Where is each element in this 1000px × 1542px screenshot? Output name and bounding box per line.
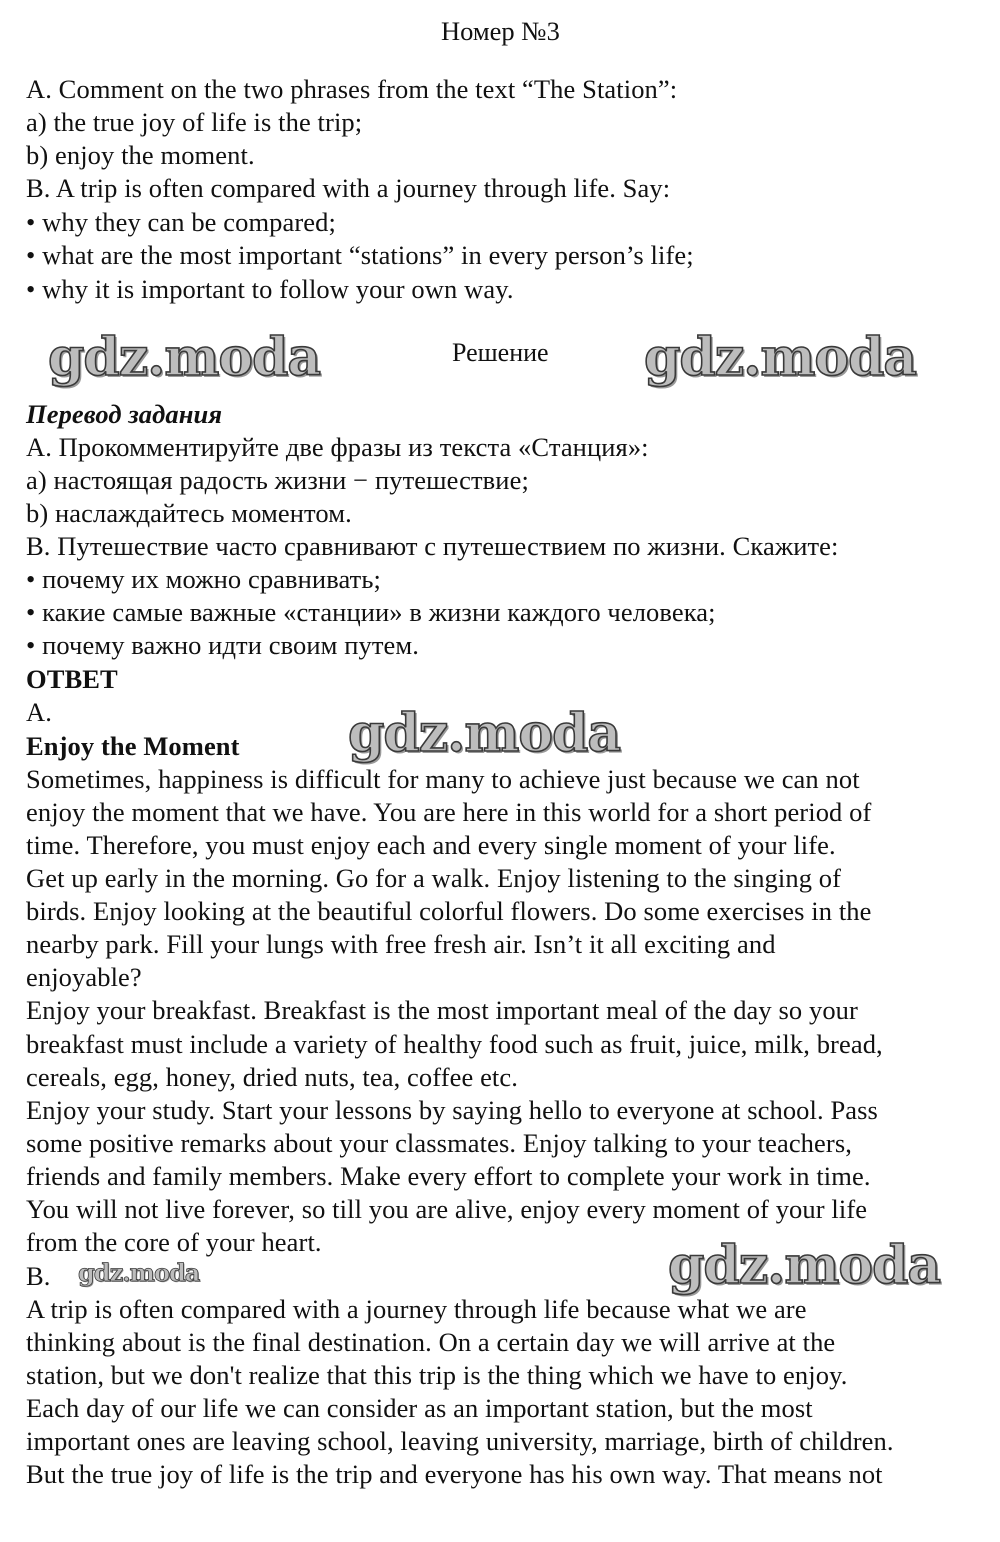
answer-line: thinking about is the final destination. On a certain day we will arrive at the: [26, 1327, 836, 1357]
answer-line: But the true joy of life is the trip and everyone has his own way. That means not: [26, 1459, 883, 1489]
task-line: • what are the most important “stations” in every person’s life;: [26, 240, 694, 270]
translation-line: b) наслаждайтесь моментом.: [26, 498, 352, 528]
essay-title: Enjoy the Moment: [26, 731, 240, 761]
watermark-logo: gdz.moda: [78, 1258, 200, 1287]
solution-label: Решение: [452, 338, 549, 367]
translation-line: • почему важно идти своим путем.: [26, 630, 420, 660]
answer-heading: ОТВЕТ: [26, 664, 118, 694]
answer-line: from the core of your heart.: [26, 1227, 322, 1257]
task-line: • why it is important to follow your own way.: [26, 274, 514, 304]
part-a-label: A.: [26, 697, 52, 727]
answer-line: Sometimes, happiness is difficult for many to achieve just because we can not: [26, 764, 860, 794]
answer-line: cereals, egg, honey, dried nuts, tea, coffee etc.: [26, 1062, 518, 1092]
document-page: [26, 0, 992, 1542]
page-title: Номер №3: [441, 16, 560, 46]
translation-line: A. Прокомментируйте две фразы из текста «Станция»:: [26, 432, 649, 462]
translation-heading: Перевод задания: [26, 399, 223, 429]
watermark-logo: gdz.moda: [644, 327, 917, 388]
task-line: A. Comment on the two phrases from the text “The Station”:: [26, 74, 678, 104]
answer-line: You will not live forever, so till you are alive, enjoy every moment of your life: [26, 1194, 868, 1224]
answer-line: friends and family members. Make every effort to complete your work in time.: [26, 1161, 871, 1191]
watermark-logo: gdz.moda: [348, 703, 621, 764]
answer-line: breakfast must include a variety of healthy food such as fruit, juice, milk, bread,: [26, 1029, 883, 1059]
answer-line: Each day of our life we can consider as an important station, but the most: [26, 1393, 813, 1423]
answer-line: Get up early in the morning. Go for a walk. Enjoy listening to the singing of: [26, 863, 842, 893]
answer-line: Enjoy your breakfast. Breakfast is the most important meal of the day so your: [26, 995, 858, 1025]
task-line: B. A trip is often compared with a journey through life. Say:: [26, 173, 671, 203]
answer-line: enjoy the moment that we have. You are here in this world for a short period of: [26, 797, 872, 827]
watermark-logo: gdz.moda: [48, 327, 321, 388]
answer-line: nearby park. Fill your lungs with free fresh air. Isn’t it all exciting and: [26, 929, 776, 959]
task-line: a) the true joy of life is the trip;: [26, 107, 363, 137]
translation-line: • какие самые важные «станции» в жизни каждого человека;: [26, 597, 716, 627]
answer-line: important ones are leaving school, leaving university, marriage, birth of children.: [26, 1426, 894, 1456]
translation-line: B. Путешествие часто сравнивают с путешествием по жизни. Скажите:: [26, 531, 839, 561]
watermark-logo: gdz.moda: [668, 1235, 941, 1296]
answer-line: Enjoy your study. Start your lessons by saying hello to everyone at school. Pass: [26, 1095, 878, 1125]
task-line: b) enjoy the moment.: [26, 140, 255, 170]
answer-line: enjoyable?: [26, 962, 142, 992]
answer-line: time. Therefore, you must enjoy each and every single moment of your life.: [26, 830, 836, 860]
answer-line: some positive remarks about your classmates. Enjoy talking to your teachers,: [26, 1128, 852, 1158]
answer-line: station, but we don't realize that this trip is the thing which we have to enjoy.: [26, 1360, 848, 1390]
task-line: • why they can be compared;: [26, 207, 336, 237]
part-b-label: B.: [26, 1261, 51, 1291]
answer-line: A trip is often compared with a journey through life because what we are: [26, 1294, 807, 1324]
translation-line: • почему их можно сравнивать;: [26, 564, 381, 594]
translation-line: a) настоящая радость жизни − путешествие;: [26, 465, 529, 495]
answer-line: birds. Enjoy looking at the beautiful colorful flowers. Do some exercises in the: [26, 896, 872, 926]
